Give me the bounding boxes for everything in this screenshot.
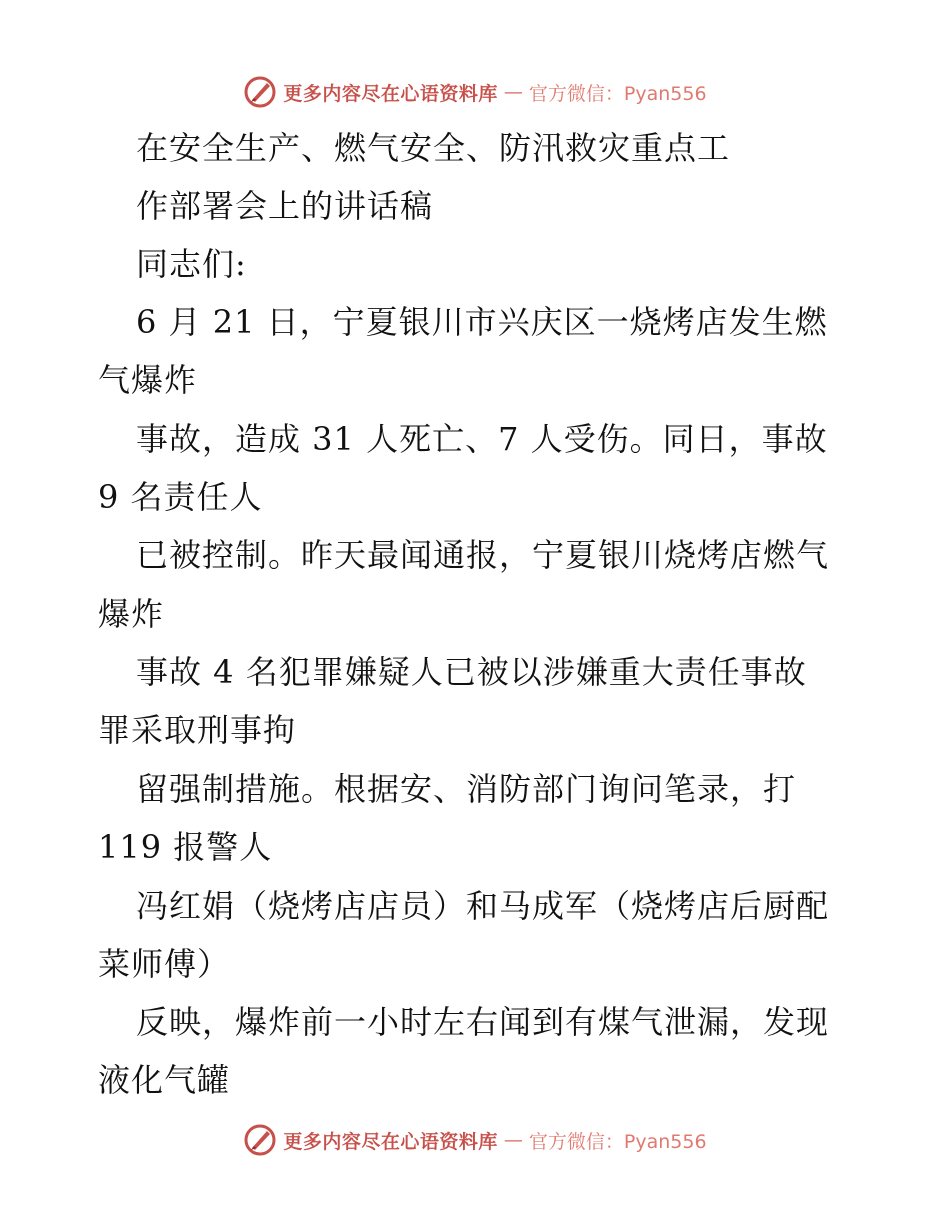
doc-line: 气爆炸 [98, 361, 198, 399]
doc-line: 爆炸 [98, 595, 165, 633]
banner-dash: — [503, 81, 523, 103]
doc-line: 罪采取刑事拘 [98, 711, 297, 749]
doc-line: 事故 4 名犯罪嫌疑人已被以涉嫌重大责任事故 [136, 653, 807, 691]
doc-line: 留强制措施。根据安、消防部门询问笔录，打 [136, 770, 797, 808]
doc-line: 反映，爆炸前一小时左右闻到有煤气泄漏，发现 [136, 1003, 830, 1041]
doc-line: 事故，造成 31 人死亡、7 人受伤。同日，事故 [136, 420, 828, 458]
banner-account-text: 官方微信：Pyan556 [528, 1130, 707, 1153]
banner-account-text: 官方微信：Pyan556 [528, 82, 707, 105]
footer-banner [0, 1120, 950, 1160]
banner-site-text: 更多内容尽在心语资料库 [283, 1130, 498, 1153]
doc-line: 作部署会上的讲话稿 [136, 187, 434, 225]
doc-line: 液化气罐 [98, 1061, 231, 1099]
doc-line: 119 报警人 [98, 828, 273, 866]
doc-line: 6 月 21 日，宁夏银川市兴庆区一烧烤店发生燃 [136, 303, 828, 341]
banner-site-text: 更多内容尽在心语资料库 [283, 82, 498, 105]
doc-line: 9 名责任人 [98, 478, 263, 516]
doc-line: 菜师傅） [98, 945, 231, 983]
banner-dash: — [503, 1129, 523, 1151]
doc-line: 已被控制。昨天最闻通报，宁夏银川烧烤店燃气 [136, 536, 830, 574]
quill-pen-logo-icon [243, 1123, 277, 1157]
doc-line: 在安全生产、燃气安全、防汛救灾重点工 [136, 129, 731, 167]
doc-line: 同志们: [136, 245, 247, 283]
doc-line: 冯红娟（烧烤店店员）和马成军（烧烤店后厨配 [136, 887, 830, 925]
